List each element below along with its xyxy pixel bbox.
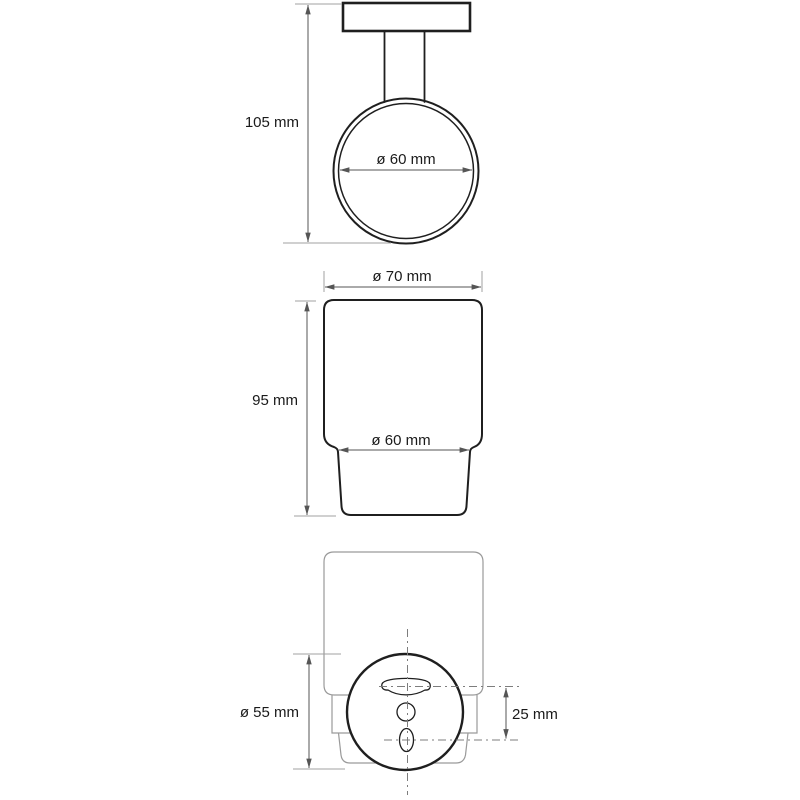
holder-height-label: 105 mm: [244, 114, 299, 131]
view-mounting-back: [240, 552, 558, 795]
holder-ring-inner: [339, 104, 474, 239]
mounting-hole-center: [397, 703, 415, 721]
holder-stem: [385, 31, 425, 102]
dimension-tumbler-base-diameter: [339, 432, 469, 450]
hole-spacing-label: 25 mm: [512, 706, 558, 723]
dimension-plate-diameter: [240, 654, 345, 769]
view-tumbler-side: [252, 268, 482, 516]
tumbler-height-label: 95 mm: [252, 392, 298, 409]
dimension-ring-inner-diameter: [340, 151, 472, 170]
dimension-holder-height: [245, 4, 391, 243]
dimension-tumbler-top-diameter: [324, 268, 482, 292]
tumbler-top-diameter-label: ø 70 mm: [372, 268, 432, 285]
holder-ring-outer: [334, 99, 479, 244]
tumbler-outline: [324, 300, 482, 515]
tumbler-base-diameter-label: ø 60 mm: [371, 432, 431, 449]
plate-diameter-label: ø 55 mm: [239, 704, 299, 721]
wall-plate: [343, 3, 470, 31]
ring-inner-diameter-label: ø 60 mm: [376, 151, 436, 168]
view-wall-holder-front: [245, 3, 479, 244]
dimension-hole-spacing: [506, 688, 558, 739]
